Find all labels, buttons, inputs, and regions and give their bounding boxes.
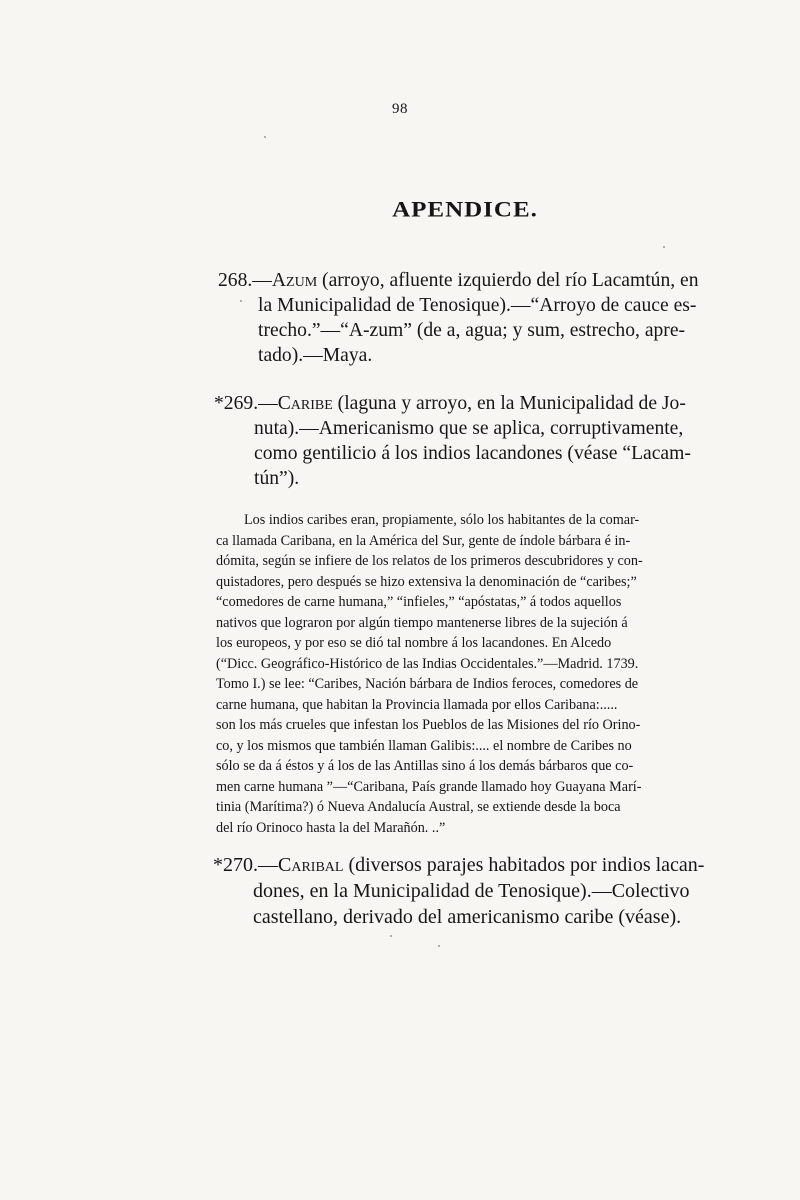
note-line: co, y los mismos que también llaman Galibis:.... el nombre de Caribes no	[216, 737, 632, 754]
entry-line: tún”).	[254, 468, 300, 489]
entry-headword: Caribal	[278, 854, 344, 876]
note-line: Los indios caribes eran, propiamente, sólo los habitantes de la comar-	[244, 512, 640, 528]
entry-text: (diversos parajes habitados por indios lacan-	[343, 854, 705, 876]
entry-line: como gentilicio á los indios lacandones (véase “Lacam-	[254, 443, 691, 464]
entry-line: castellano, derivado del americanismo caribe (véase).	[253, 906, 682, 928]
note-block	[216, 510, 698, 838]
note-line: ca llamada Caribana, en la América del Sur, gente de índole bárbara é in-	[216, 532, 631, 549]
note-line: (“Dicc. Geográfico-Histórico de las Indias Occidentales.”—Madrid. 1739.	[216, 655, 639, 672]
note-line: dómita, según se infiere de los relatos de los primeros descubridores y con-	[216, 553, 643, 569]
note-line: “comedores de carne humana,” “infieles,” “apóstatas,” á todos aquellos	[216, 594, 622, 610]
entry-headword: Caribe	[277, 393, 333, 414]
page-number: 98	[392, 101, 408, 117]
scan-speck	[438, 945, 440, 947]
note-line: nativos que lograron por algún tiempo mantenerse libres de la sujeción á	[216, 614, 628, 631]
entry-line	[218, 268, 705, 293]
entry-line	[214, 391, 705, 416]
entry-270	[213, 852, 705, 930]
note-line: men carne humana ”—“Caribana, País grande llamado hoy Guayana Marí-	[216, 778, 642, 795]
entry-line: tado).—Maya.	[258, 345, 373, 366]
note-line: quistadores, pero después se hizo extensiva la denominación de “caribes;”	[216, 573, 637, 590]
entry-line: nuta).—Americanismo que se aplica, corruptivamente,	[254, 418, 684, 439]
entry-line	[213, 852, 705, 878]
note-line: son los más crueles que infestan los Pueblos de las Misiones del río Orino-	[216, 717, 641, 733]
entry-number: *269.—	[214, 393, 278, 414]
note-line: sólo se da á éstos y á los de las Antillas sino á los demás bárbaros que co-	[216, 758, 634, 774]
entry-268	[218, 268, 705, 368]
entry-269	[214, 391, 705, 491]
note-line: del río Orinoco hasta la del Marañón. ..”	[216, 819, 446, 836]
section-heading: APENDICE.	[392, 197, 538, 222]
note-line: los europeos, y por eso se dió tal nombre á los lacandones. En Alcedo	[216, 635, 612, 651]
scan-speck	[264, 136, 266, 138]
entry-number: *270.—	[213, 854, 278, 876]
entry-headword: Azum	[271, 270, 318, 291]
note-line: carne humana, que habitan la Provincia llamada por ellos Caribana:.....	[216, 696, 618, 713]
note-line: tinia (Marítima?) ó Nueva Andalucía Austral, se extiende desde la boca	[216, 799, 621, 815]
entry-number: 268.—	[218, 270, 272, 291]
entry-line: la Municipalidad de Tenosique).—“Arroyo de cauce es-	[258, 295, 697, 316]
scan-speck	[390, 935, 392, 937]
entry-text: (arroyo, afluente izquierdo del río Lacamtún, en	[317, 270, 699, 291]
entry-line: trecho.”—“A-zum” (de a, agua; y sum, estrecho, apre-	[258, 320, 686, 341]
scan-speck	[240, 300, 242, 302]
scan-speck	[663, 246, 665, 248]
entry-line: dones, en la Municipalidad de Tenosique).—Colectivo	[253, 880, 690, 902]
note-line: Tomo I.) se lee: “Caribes, Nación bárbara de Indios feroces, comedores de	[216, 676, 639, 692]
entry-text: (laguna y arroyo, en la Municipalidad de Jo-	[332, 393, 686, 414]
